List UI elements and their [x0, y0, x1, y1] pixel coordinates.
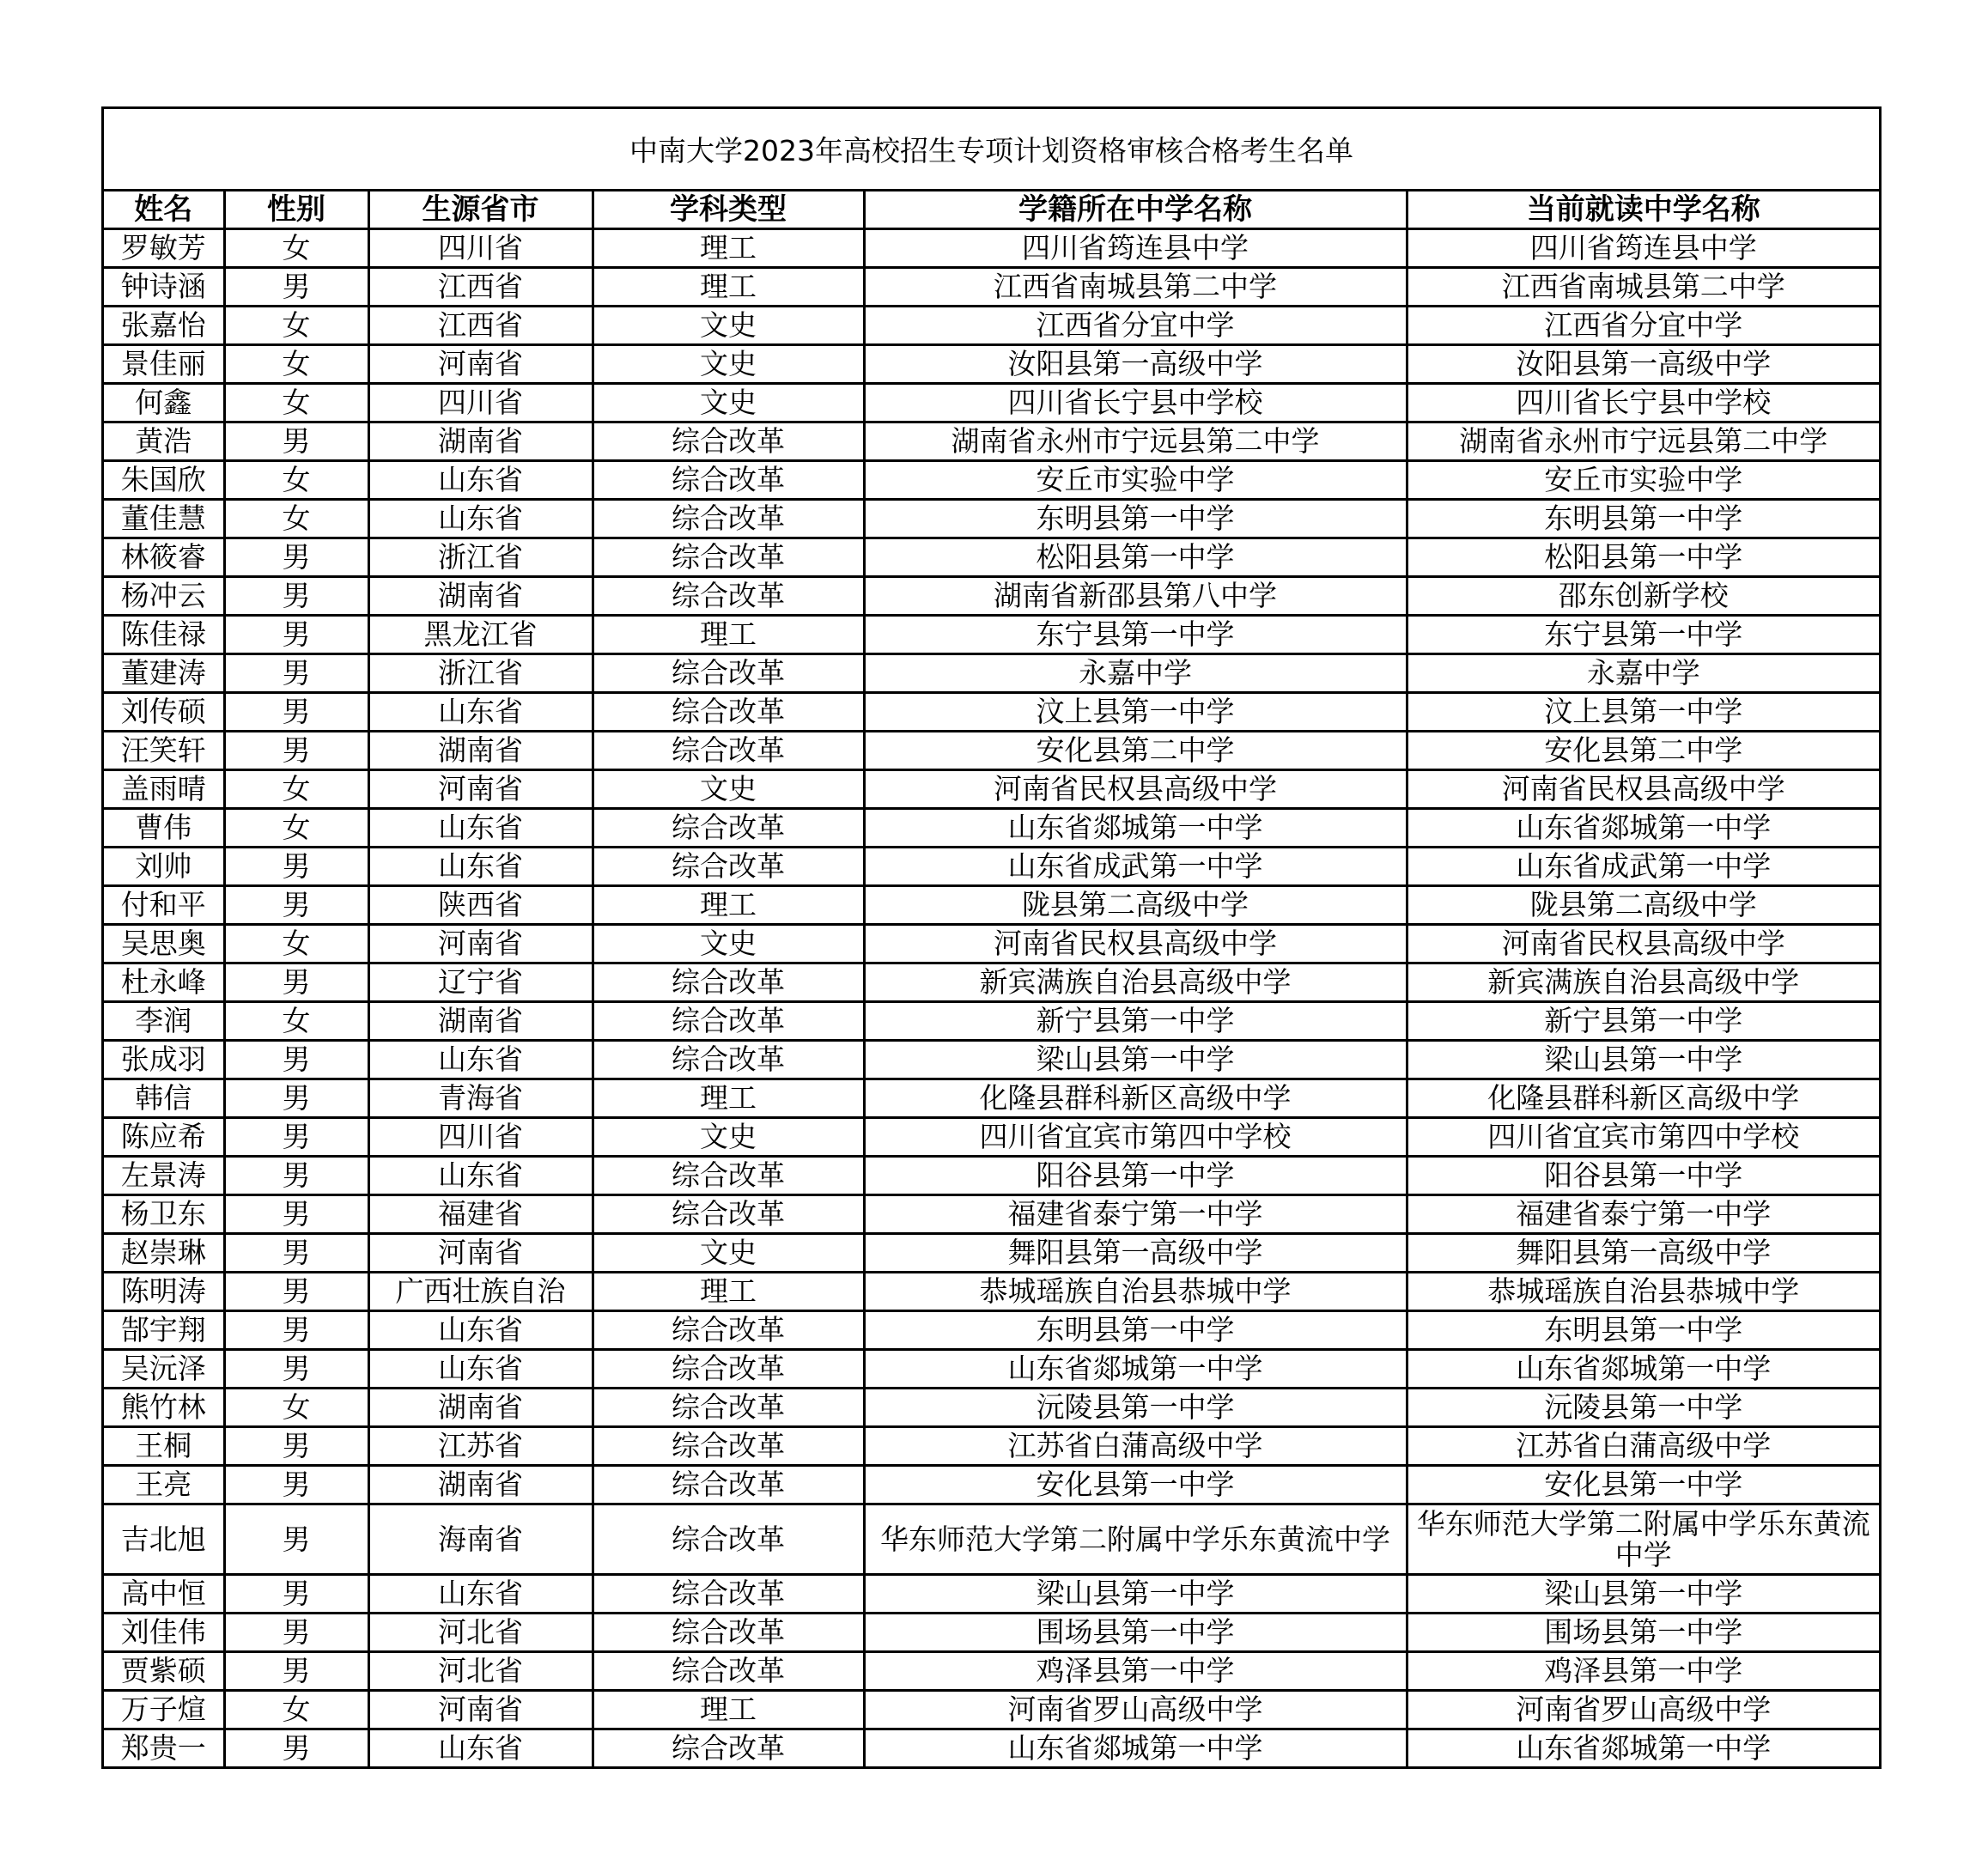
table-row [104, 268, 1879, 307]
cell-province: 黑龙江省 [368, 616, 593, 654]
cell-province: 浙江省 [368, 654, 593, 693]
cell-gender: 女 [224, 1691, 368, 1729]
cell-gender: 男 [224, 1234, 368, 1273]
cell-registered-school: 新宁县第一中学 [864, 1002, 1407, 1041]
roster-sheet [101, 106, 1882, 1769]
cell-registered-school: 四川省宜宾市第四中学校 [864, 1118, 1407, 1157]
table-row [104, 1041, 1879, 1079]
cell-province: 河北省 [368, 1652, 593, 1691]
cell-registered-school: 安化县第二中学 [864, 732, 1407, 770]
cell-name: 付和平 [104, 886, 224, 925]
cell-registered-school: 四川省筠连县中学 [864, 229, 1407, 268]
cell-subject-type: 综合改革 [593, 577, 864, 616]
cell-gender: 男 [224, 1427, 368, 1466]
cell-current-school: 汶上县第一中学 [1407, 693, 1879, 732]
cell-province: 山东省 [368, 1311, 593, 1350]
column-header-subject-type: 学科类型 [593, 191, 864, 229]
cell-province: 江西省 [368, 307, 593, 345]
cell-registered-school: 舞阳县第一高级中学 [864, 1234, 1407, 1273]
table-row [104, 1466, 1879, 1504]
cell-subject-type: 综合改革 [593, 1504, 864, 1575]
cell-name: 高中恒 [104, 1575, 224, 1614]
cell-province: 青海省 [368, 1079, 593, 1118]
cell-registered-school: 山东省成武第一中学 [864, 848, 1407, 886]
column-header-current-school: 当前就读中学名称 [1407, 191, 1879, 229]
cell-current-school: 江西省南城县第二中学 [1407, 268, 1879, 307]
table-row [104, 422, 1879, 461]
cell-registered-school: 湖南省永州市宁远县第二中学 [864, 422, 1407, 461]
cell-subject-type: 综合改革 [593, 848, 864, 886]
column-header-province: 生源省市 [368, 191, 593, 229]
cell-subject-type: 综合改革 [593, 500, 864, 538]
table-row [104, 1504, 1879, 1575]
cell-registered-school: 化隆县群科新区高级中学 [864, 1079, 1407, 1118]
cell-province: 湖南省 [368, 1389, 593, 1427]
cell-gender: 女 [224, 384, 368, 422]
cell-current-school: 梁山县第一中学 [1407, 1041, 1879, 1079]
table-row [104, 1118, 1879, 1157]
cell-province: 江苏省 [368, 1427, 593, 1466]
cell-registered-school: 四川省长宁县中学校 [864, 384, 1407, 422]
table-row [104, 693, 1879, 732]
cell-subject-type: 综合改革 [593, 422, 864, 461]
cell-current-school: 阳谷县第一中学 [1407, 1157, 1879, 1195]
cell-province: 四川省 [368, 1118, 593, 1157]
cell-subject-type: 综合改革 [593, 461, 864, 500]
cell-name: 盖雨晴 [104, 770, 224, 809]
roster-table [104, 191, 1879, 1769]
cell-subject-type: 综合改革 [593, 809, 864, 848]
cell-name: 郑贵一 [104, 1729, 224, 1768]
cell-registered-school: 山东省郯城第一中学 [864, 809, 1407, 848]
cell-subject-type: 综合改革 [593, 654, 864, 693]
cell-gender: 男 [224, 1652, 368, 1691]
cell-name: 林筱睿 [104, 538, 224, 577]
cell-current-school: 福建省泰宁第一中学 [1407, 1195, 1879, 1234]
table-row [104, 1273, 1879, 1311]
table-row [104, 1195, 1879, 1234]
cell-registered-school: 陇县第二高级中学 [864, 886, 1407, 925]
cell-current-school: 恭城瑶族自治县恭城中学 [1407, 1273, 1879, 1311]
table-row [104, 461, 1879, 500]
cell-name: 张嘉怡 [104, 307, 224, 345]
cell-current-school: 安化县第一中学 [1407, 1466, 1879, 1504]
cell-province: 江西省 [368, 268, 593, 307]
cell-gender: 男 [224, 616, 368, 654]
cell-gender: 女 [224, 307, 368, 345]
cell-province: 辽宁省 [368, 963, 593, 1002]
cell-subject-type: 文史 [593, 384, 864, 422]
cell-name: 景佳丽 [104, 345, 224, 384]
table-row [104, 1652, 1879, 1691]
cell-name: 吴思奥 [104, 925, 224, 963]
table-row [104, 1234, 1879, 1273]
cell-subject-type: 综合改革 [593, 732, 864, 770]
cell-current-school: 鸡泽县第一中学 [1407, 1652, 1879, 1691]
cell-current-school: 山东省郯城第一中学 [1407, 1729, 1879, 1768]
cell-gender: 男 [224, 848, 368, 886]
cell-name: 杨卫东 [104, 1195, 224, 1234]
cell-subject-type: 综合改革 [593, 1157, 864, 1195]
cell-gender: 男 [224, 1157, 368, 1195]
table-row [104, 307, 1879, 345]
cell-gender: 男 [224, 654, 368, 693]
cell-subject-type: 综合改革 [593, 1575, 864, 1614]
cell-current-school: 汝阳县第一高级中学 [1407, 345, 1879, 384]
cell-province: 湖南省 [368, 732, 593, 770]
cell-current-school: 江西省分宜中学 [1407, 307, 1879, 345]
cell-registered-school: 梁山县第一中学 [864, 1041, 1407, 1079]
cell-registered-school: 河南省罗山高级中学 [864, 1691, 1407, 1729]
cell-gender: 男 [224, 577, 368, 616]
cell-province: 湖南省 [368, 422, 593, 461]
table-body [104, 229, 1879, 1768]
cell-gender: 男 [224, 1273, 368, 1311]
cell-subject-type: 文史 [593, 307, 864, 345]
column-header-name: 姓名 [104, 191, 224, 229]
table-row [104, 848, 1879, 886]
table-row [104, 1427, 1879, 1466]
cell-subject-type: 综合改革 [593, 1652, 864, 1691]
cell-current-school: 新宁县第一中学 [1407, 1002, 1879, 1041]
table-row [104, 925, 1879, 963]
table-row [104, 1157, 1879, 1195]
cell-registered-school: 东明县第一中学 [864, 1311, 1407, 1350]
cell-province: 四川省 [368, 384, 593, 422]
cell-current-school: 山东省成武第一中学 [1407, 848, 1879, 886]
cell-province: 山东省 [368, 461, 593, 500]
table-row [104, 963, 1879, 1002]
cell-province: 浙江省 [368, 538, 593, 577]
cell-subject-type: 理工 [593, 1079, 864, 1118]
cell-current-school: 山东省郯城第一中学 [1407, 1350, 1879, 1389]
cell-registered-school: 河南省民权县高级中学 [864, 925, 1407, 963]
cell-gender: 男 [224, 1504, 368, 1575]
cell-name: 王桐 [104, 1427, 224, 1466]
cell-name: 万子煊 [104, 1691, 224, 1729]
table-row [104, 538, 1879, 577]
cell-name: 左景涛 [104, 1157, 224, 1195]
cell-gender: 女 [224, 770, 368, 809]
cell-registered-school: 永嘉中学 [864, 654, 1407, 693]
cell-registered-school: 华东师范大学第二附属中学乐东黄流中学 [864, 1504, 1407, 1575]
cell-registered-school: 山东省郯城第一中学 [864, 1350, 1407, 1389]
cell-subject-type: 综合改革 [593, 1427, 864, 1466]
cell-subject-type: 理工 [593, 229, 864, 268]
cell-gender: 男 [224, 1575, 368, 1614]
table-row [104, 500, 1879, 538]
cell-subject-type: 文史 [593, 925, 864, 963]
table-row [104, 345, 1879, 384]
cell-province: 湖南省 [368, 577, 593, 616]
cell-province: 山东省 [368, 809, 593, 848]
cell-registered-school: 汝阳县第一高级中学 [864, 345, 1407, 384]
cell-current-school: 陇县第二高级中学 [1407, 886, 1879, 925]
cell-registered-school: 鸡泽县第一中学 [864, 1652, 1407, 1691]
cell-province: 河南省 [368, 1691, 593, 1729]
table-row [104, 1002, 1879, 1041]
cell-gender: 男 [224, 1729, 368, 1768]
cell-province: 海南省 [368, 1504, 593, 1575]
table-row [104, 1079, 1879, 1118]
cell-registered-school: 江苏省白蒲高级中学 [864, 1427, 1407, 1466]
table-row [104, 229, 1879, 268]
cell-registered-school: 恭城瑶族自治县恭城中学 [864, 1273, 1407, 1311]
cell-current-school: 河南省罗山高级中学 [1407, 1691, 1879, 1729]
column-header-gender: 性别 [224, 191, 368, 229]
cell-gender: 男 [224, 422, 368, 461]
cell-gender: 女 [224, 229, 368, 268]
cell-subject-type: 综合改革 [593, 1614, 864, 1652]
cell-name: 贾紫硕 [104, 1652, 224, 1691]
cell-name: 吉北旭 [104, 1504, 224, 1575]
cell-registered-school: 沅陵县第一中学 [864, 1389, 1407, 1427]
cell-gender: 女 [224, 925, 368, 963]
cell-subject-type: 综合改革 [593, 693, 864, 732]
cell-province: 山东省 [368, 1041, 593, 1079]
cell-name: 张成羽 [104, 1041, 224, 1079]
cell-subject-type: 理工 [593, 886, 864, 925]
cell-gender: 男 [224, 1350, 368, 1389]
cell-name: 董建涛 [104, 654, 224, 693]
cell-name: 汪笑轩 [104, 732, 224, 770]
cell-province: 广西壮族自治 [368, 1273, 593, 1311]
cell-name: 罗敏芳 [104, 229, 224, 268]
cell-current-school: 松阳县第一中学 [1407, 538, 1879, 577]
cell-current-school: 舞阳县第一高级中学 [1407, 1234, 1879, 1273]
cell-gender: 男 [224, 1311, 368, 1350]
cell-name: 黄浩 [104, 422, 224, 461]
cell-gender: 女 [224, 1389, 368, 1427]
cell-registered-school: 围场县第一中学 [864, 1614, 1407, 1652]
cell-province: 山东省 [368, 1575, 593, 1614]
cell-province: 福建省 [368, 1195, 593, 1234]
cell-registered-school: 江西省南城县第二中学 [864, 268, 1407, 307]
column-header-registered-school: 学籍所在中学名称 [864, 191, 1407, 229]
cell-province: 湖南省 [368, 1002, 593, 1041]
cell-subject-type: 综合改革 [593, 1466, 864, 1504]
cell-province: 山东省 [368, 693, 593, 732]
cell-subject-type: 文史 [593, 1234, 864, 1273]
cell-current-school: 四川省筠连县中学 [1407, 229, 1879, 268]
cell-current-school: 永嘉中学 [1407, 654, 1879, 693]
cell-subject-type: 综合改革 [593, 538, 864, 577]
cell-province: 河南省 [368, 345, 593, 384]
cell-name: 陈应希 [104, 1118, 224, 1157]
cell-name: 刘帅 [104, 848, 224, 886]
cell-registered-school: 安化县第一中学 [864, 1466, 1407, 1504]
cell-gender: 男 [224, 1614, 368, 1652]
cell-name: 韩信 [104, 1079, 224, 1118]
cell-subject-type: 综合改革 [593, 1389, 864, 1427]
cell-province: 河北省 [368, 1614, 593, 1652]
table-row [104, 1614, 1879, 1652]
table-row [104, 577, 1879, 616]
cell-gender: 男 [224, 538, 368, 577]
cell-name: 董佳慧 [104, 500, 224, 538]
cell-province: 陕西省 [368, 886, 593, 925]
cell-current-school: 安丘市实验中学 [1407, 461, 1879, 500]
cell-gender: 女 [224, 461, 368, 500]
cell-current-school: 安化县第二中学 [1407, 732, 1879, 770]
page-title: 中南大学2023年高校招生专项计划资格审核合格考生名单 [104, 109, 1879, 191]
cell-province: 山东省 [368, 500, 593, 538]
cell-subject-type: 文史 [593, 1118, 864, 1157]
cell-province: 山东省 [368, 1729, 593, 1768]
table-row [104, 616, 1879, 654]
cell-gender: 女 [224, 500, 368, 538]
cell-registered-school: 山东省郯城第一中学 [864, 1729, 1407, 1768]
cell-current-school: 邵东创新学校 [1407, 577, 1879, 616]
cell-name: 郜宇翔 [104, 1311, 224, 1350]
cell-gender: 女 [224, 1002, 368, 1041]
cell-gender: 男 [224, 1466, 368, 1504]
cell-subject-type: 理工 [593, 1691, 864, 1729]
cell-province: 河南省 [368, 1234, 593, 1273]
cell-registered-school: 福建省泰宁第一中学 [864, 1195, 1407, 1234]
cell-gender: 男 [224, 963, 368, 1002]
cell-name: 熊竹林 [104, 1389, 224, 1427]
cell-current-school: 新宾满族自治县高级中学 [1407, 963, 1879, 1002]
cell-province: 山东省 [368, 1157, 593, 1195]
cell-registered-school: 东宁县第一中学 [864, 616, 1407, 654]
cell-gender: 男 [224, 693, 368, 732]
cell-registered-school: 河南省民权县高级中学 [864, 770, 1407, 809]
cell-subject-type: 综合改革 [593, 963, 864, 1002]
cell-gender: 男 [224, 1041, 368, 1079]
table-row [104, 1389, 1879, 1427]
cell-subject-type: 综合改革 [593, 1350, 864, 1389]
cell-current-school: 四川省长宁县中学校 [1407, 384, 1879, 422]
cell-gender: 男 [224, 1079, 368, 1118]
cell-gender: 男 [224, 886, 368, 925]
cell-registered-school: 安丘市实验中学 [864, 461, 1407, 500]
cell-province: 河南省 [368, 925, 593, 963]
cell-current-school: 东明县第一中学 [1407, 1311, 1879, 1350]
cell-registered-school: 汶上县第一中学 [864, 693, 1407, 732]
cell-name: 刘佳伟 [104, 1614, 224, 1652]
cell-province: 四川省 [368, 229, 593, 268]
table-row [104, 1311, 1879, 1350]
cell-name: 赵崇琳 [104, 1234, 224, 1273]
table-row [104, 886, 1879, 925]
cell-subject-type: 理工 [593, 268, 864, 307]
cell-current-school: 化隆县群科新区高级中学 [1407, 1079, 1879, 1118]
cell-gender: 女 [224, 809, 368, 848]
table-row [104, 384, 1879, 422]
cell-subject-type: 文史 [593, 345, 864, 384]
cell-current-school: 东明县第一中学 [1407, 500, 1879, 538]
cell-current-school: 沅陵县第一中学 [1407, 1389, 1879, 1427]
cell-name: 曹伟 [104, 809, 224, 848]
cell-subject-type: 综合改革 [593, 1195, 864, 1234]
cell-province: 山东省 [368, 848, 593, 886]
cell-current-school: 四川省宜宾市第四中学校 [1407, 1118, 1879, 1157]
cell-current-school: 围场县第一中学 [1407, 1614, 1879, 1652]
cell-name: 陈明涛 [104, 1273, 224, 1311]
cell-name: 朱国欣 [104, 461, 224, 500]
cell-name: 杜永峰 [104, 963, 224, 1002]
cell-gender: 女 [224, 345, 368, 384]
table-row [104, 1350, 1879, 1389]
cell-name: 杨冲云 [104, 577, 224, 616]
cell-province: 湖南省 [368, 1466, 593, 1504]
cell-registered-school: 湖南省新邵县第八中学 [864, 577, 1407, 616]
cell-current-school: 湖南省永州市宁远县第二中学 [1407, 422, 1879, 461]
table-row [104, 1575, 1879, 1614]
cell-registered-school: 新宾满族自治县高级中学 [864, 963, 1407, 1002]
cell-registered-school: 松阳县第一中学 [864, 538, 1407, 577]
table-row [104, 1691, 1879, 1729]
cell-current-school: 东宁县第一中学 [1407, 616, 1879, 654]
cell-registered-school: 阳谷县第一中学 [864, 1157, 1407, 1195]
table-row [104, 809, 1879, 848]
cell-current-school: 山东省郯城第一中学 [1407, 809, 1879, 848]
cell-registered-school: 东明县第一中学 [864, 500, 1407, 538]
cell-subject-type: 综合改革 [593, 1729, 864, 1768]
cell-registered-school: 江西省分宜中学 [864, 307, 1407, 345]
table-row [104, 770, 1879, 809]
cell-current-school: 河南省民权县高级中学 [1407, 925, 1879, 963]
cell-subject-type: 理工 [593, 616, 864, 654]
cell-name: 李润 [104, 1002, 224, 1041]
cell-current-school: 江苏省白蒲高级中学 [1407, 1427, 1879, 1466]
cell-gender: 男 [224, 1195, 368, 1234]
cell-registered-school: 梁山县第一中学 [864, 1575, 1407, 1614]
cell-province: 河南省 [368, 770, 593, 809]
cell-current-school: 梁山县第一中学 [1407, 1575, 1879, 1614]
cell-name: 钟诗涵 [104, 268, 224, 307]
cell-current-school: 华东师范大学第二附属中学乐东黄流中学 [1407, 1504, 1879, 1575]
cell-gender: 男 [224, 732, 368, 770]
table-row [104, 732, 1879, 770]
cell-name: 吴沅泽 [104, 1350, 224, 1389]
cell-subject-type: 理工 [593, 1273, 864, 1311]
cell-subject-type: 综合改革 [593, 1002, 864, 1041]
cell-name: 陈佳禄 [104, 616, 224, 654]
cell-current-school: 河南省民权县高级中学 [1407, 770, 1879, 809]
cell-name: 何鑫 [104, 384, 224, 422]
cell-province: 山东省 [368, 1350, 593, 1389]
cell-subject-type: 文史 [593, 770, 864, 809]
table-row [104, 654, 1879, 693]
cell-subject-type: 综合改革 [593, 1041, 864, 1079]
cell-gender: 男 [224, 1118, 368, 1157]
header-row [104, 191, 1879, 229]
cell-name: 刘传硕 [104, 693, 224, 732]
cell-subject-type: 综合改革 [593, 1311, 864, 1350]
cell-name: 王亮 [104, 1466, 224, 1504]
table-row [104, 1729, 1879, 1768]
cell-gender: 男 [224, 268, 368, 307]
